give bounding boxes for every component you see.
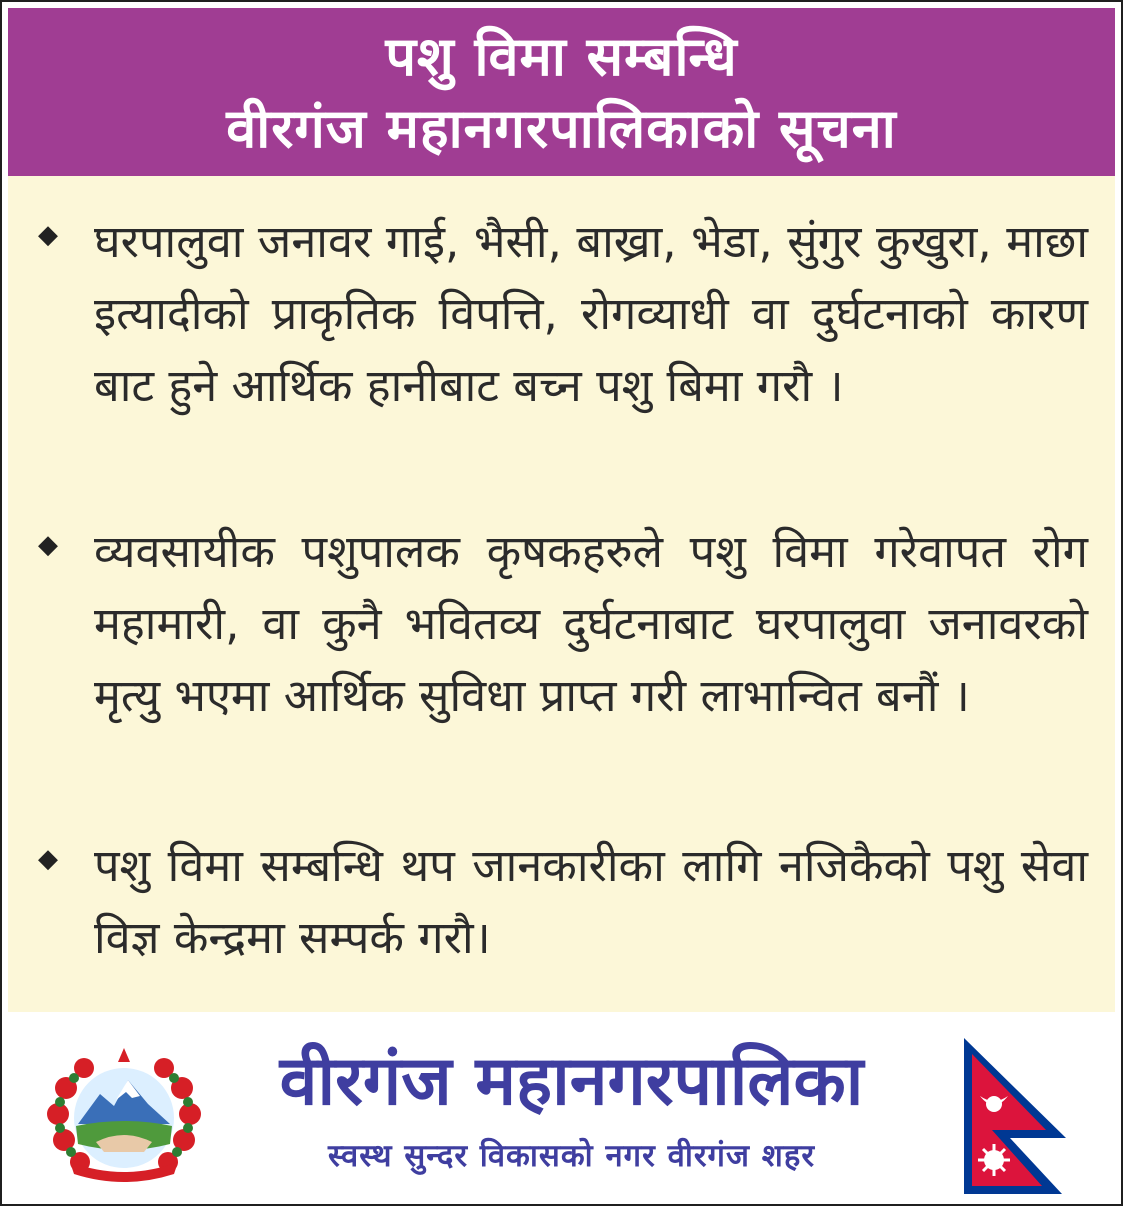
header-title-line2: वीरगंज महानगरपालिकाको सूचना	[226, 97, 897, 160]
notice-item-text: घरपालुवा जनावर गाई, भैसी, बाख्रा, भेडा, सुंगुर कुखुरा, माछा इत्यादीको प्राकृतिक विपत्ति, रोगव्याधी वा दुर्घटनाको कारण बाट हुने आर्थिक हानीबाट बच्न पशु बिमा गरौ ।	[94, 215, 1088, 412]
footer	[8, 1012, 1115, 1198]
diamond-bullet-icon: ◆	[38, 530, 58, 560]
nepal-flag-icon	[958, 1034, 1088, 1196]
notice-item-text: व्यवसायीक पशुपालक कृषकहरुले पशु विमा गरेवापत रोग महामारी, वा कुनै भवितव्य दुर्घटनाबाट घरपालुवा जनावरको मृत्यु भएमा आर्थिक सुविधा प्राप्त गरी लाभान्वित बनौं ।	[94, 525, 1088, 722]
diamond-bullet-icon: ◆	[38, 220, 58, 250]
diamond-bullet-icon: ◆	[38, 844, 58, 874]
notice-body	[8, 176, 1115, 1012]
org-tagline: स्वस्थ सुन्दर विकासको नगर वीरगंज शहर	[327, 1138, 816, 1174]
notice-item-1	[38, 206, 1088, 422]
header-banner	[8, 8, 1115, 176]
org-name: वीरगंज महानगरपालिका	[279, 1042, 864, 1121]
notice-item-2	[38, 516, 1088, 732]
notice-item-3	[38, 830, 1088, 974]
nepal-emblem-icon	[44, 1040, 204, 1190]
header-title-line1: पशु विमा सम्बन्धि	[385, 25, 738, 88]
notice-item-text: पशु विमा सम्बन्धि थप जानकारीका लागि नजिकैको पशु सेवा विज्ञ केन्द्रमा सम्पर्क गरौ।	[94, 839, 1088, 964]
